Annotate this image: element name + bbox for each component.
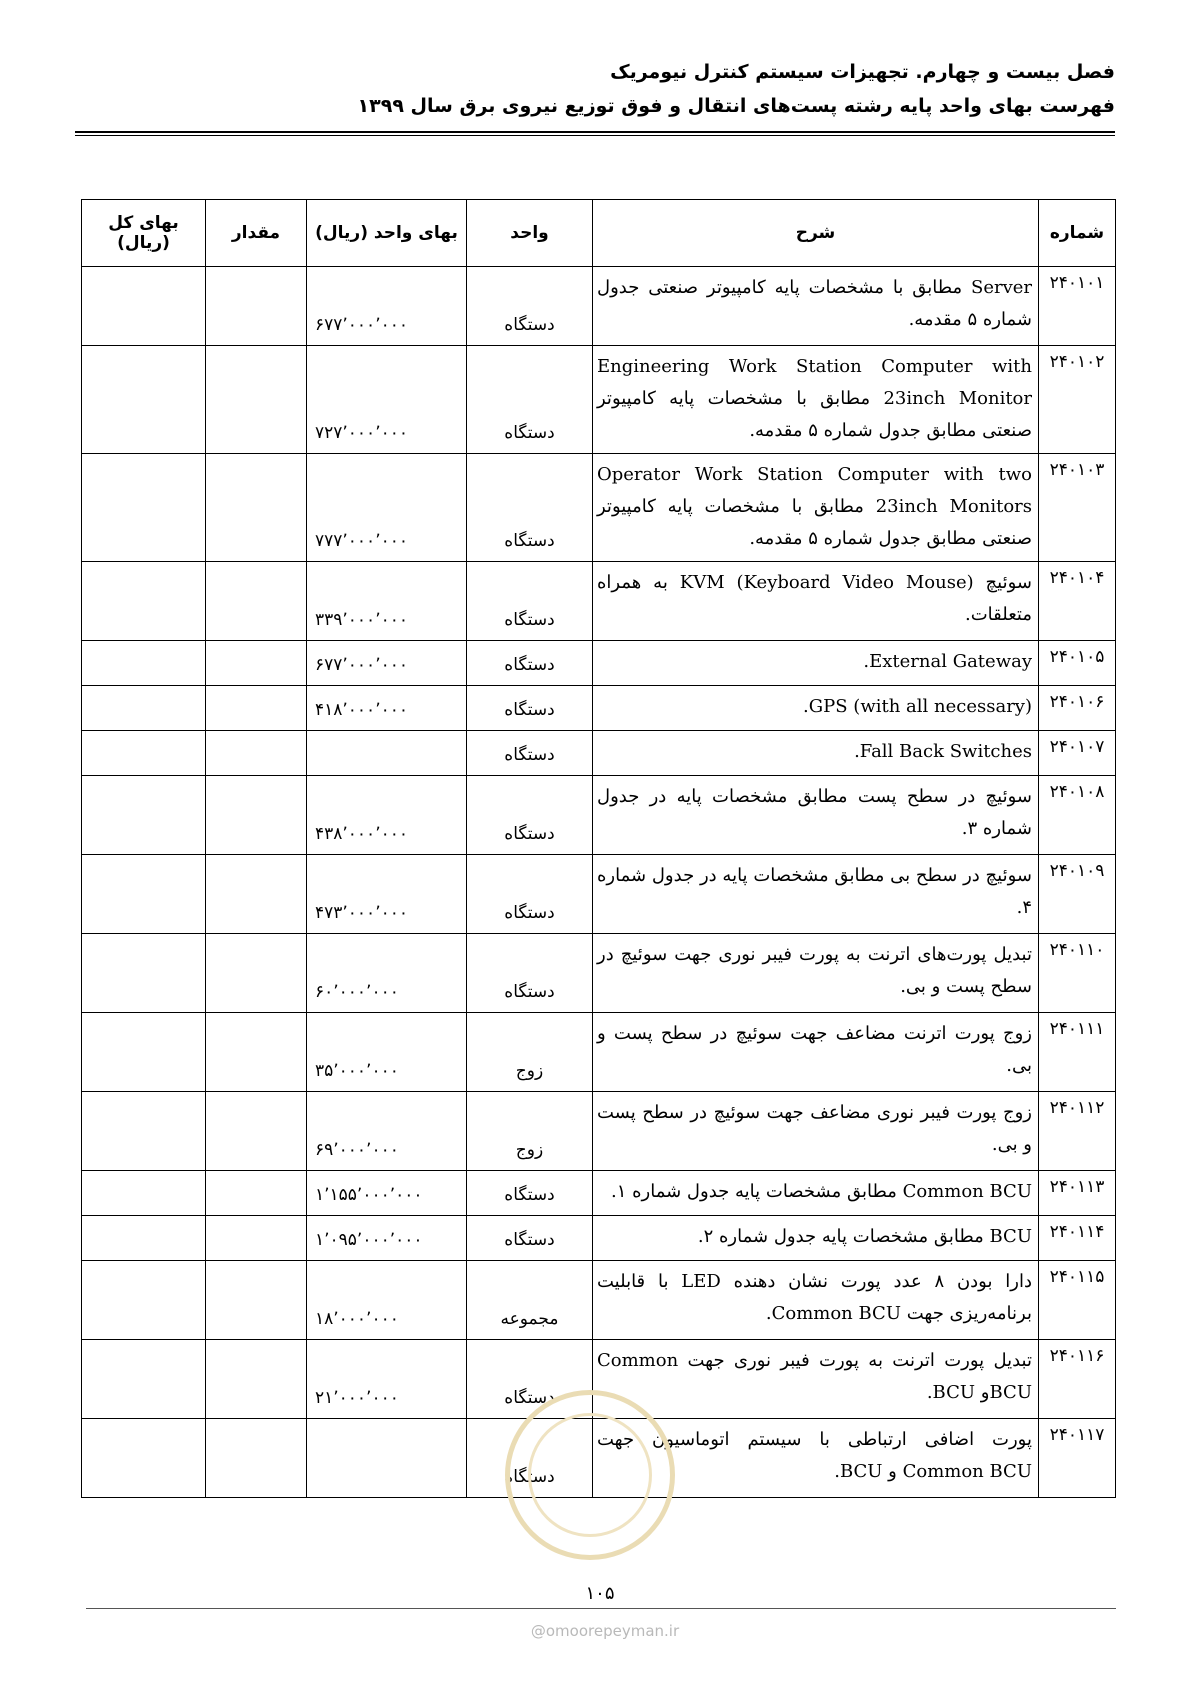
row-unit: دستگاه [467, 934, 593, 1013]
row-description: Common BCU مطابق مشخصات پایه جدول شماره ۱. [593, 1171, 1039, 1216]
row-description: External Gateway. [593, 641, 1039, 686]
row-quantity [206, 454, 307, 562]
row-unit: دستگاه [467, 1419, 593, 1498]
row-unit-price: ۳۵٬۰۰۰٬۰۰۰ [307, 1013, 467, 1092]
col-header-description: شرح [593, 200, 1039, 267]
row-unit-price: ۶۷۷٬۰۰۰٬۰۰۰ [307, 641, 467, 686]
row-unit-price: ۶۷۷٬۰۰۰٬۰۰۰ [307, 267, 467, 346]
row-quantity [206, 1171, 307, 1216]
table-header-row [82, 200, 1116, 267]
row-description: Server مطابق با مشخصات پایه کامپیوتر صنعتی جدول شماره ۵ مقدمه. [593, 267, 1039, 346]
table-row [82, 934, 1116, 1013]
row-total-price [82, 562, 206, 641]
table-row [82, 1216, 1116, 1261]
row-total-price [82, 1171, 206, 1216]
row-quantity [206, 562, 307, 641]
table-row [82, 641, 1116, 686]
chapter-title: فصل بیست و چهارم. تجهیزات سیستم کنترل نیومریک [610, 61, 1115, 83]
table-row [82, 454, 1116, 562]
row-total-price [82, 1340, 206, 1419]
row-number: ۲۴۰۱۰۵ [1039, 641, 1116, 686]
row-quantity [206, 641, 307, 686]
row-unit-price: ۷۷۷٬۰۰۰٬۰۰۰ [307, 454, 467, 562]
row-number: ۲۴۰۱۱۲ [1039, 1092, 1116, 1171]
row-unit: دستگاه [467, 346, 593, 454]
row-number: ۲۴۰۱۱۰ [1039, 934, 1116, 1013]
row-quantity [206, 731, 307, 776]
row-unit-price: ۲۱٬۰۰۰٬۰۰۰ [307, 1340, 467, 1419]
row-number: ۲۴۰۱۰۶ [1039, 686, 1116, 731]
row-number: ۲۴۰۱۱۷ [1039, 1419, 1116, 1498]
col-header-unit: واحد [467, 200, 593, 267]
row-total-price [82, 855, 206, 934]
row-quantity [206, 1419, 307, 1498]
col-header-unit-price: بهای واحد (ریال) [307, 200, 467, 267]
page-header [75, 58, 1115, 120]
col-header-number: شماره [1039, 200, 1116, 267]
table-row [82, 1171, 1116, 1216]
row-unit: زوج [467, 1013, 593, 1092]
row-description: تبدیل پورت‌های اترنت به پورت فیبر نوری جهت سوئیچ در سطح پست و بی. [593, 934, 1039, 1013]
row-unit-price: ۶۰٬۰۰۰٬۰۰۰ [307, 934, 467, 1013]
row-total-price [82, 1092, 206, 1171]
table-row [82, 346, 1116, 454]
col-header-total-price: بهای کل (ریال) [82, 200, 206, 267]
row-description: زوج پورت اترنت مضاعف جهت سوئیچ در سطح پست و بی. [593, 1013, 1039, 1092]
row-total-price [82, 267, 206, 346]
row-description: Operator Work Station Computer with two 23inch Monitors مطابق با مشخصات پایه کامپیوتر صنعتی مطابق جدول شماره ۵ مقدمه. [593, 454, 1039, 562]
row-description: زوج پورت فیبر نوری مضاعف جهت سوئیچ در سطح پست و بی. [593, 1092, 1039, 1171]
row-unit-price: ۱۸٬۰۰۰٬۰۰۰ [307, 1261, 467, 1340]
row-description: دارا بودن ۸ عدد پورت نشان دهنده LED با قابلیت برنامه‌ریزی جهت Common BCU. [593, 1261, 1039, 1340]
row-total-price [82, 1013, 206, 1092]
row-total-price [82, 1261, 206, 1340]
row-unit: دستگاه [467, 686, 593, 731]
row-unit-price [307, 1419, 467, 1498]
row-unit-price: ۷۲۷٬۰۰۰٬۰۰۰ [307, 346, 467, 454]
row-description: Fall Back Switches. [593, 731, 1039, 776]
row-total-price [82, 1419, 206, 1498]
row-description: تبدیل پورت اترنت به پورت فیبر نوری جهت Common BCUو BCU. [593, 1340, 1039, 1419]
row-unit: دستگاه [467, 1340, 593, 1419]
row-unit-price: ۱٬۱۵۵٬۰۰۰٬۰۰۰ [307, 1171, 467, 1216]
row-unit: دستگاه [467, 1171, 593, 1216]
row-number: ۲۴۰۱۰۷ [1039, 731, 1116, 776]
row-number: ۲۴۰۱۰۱ [1039, 267, 1116, 346]
row-total-price [82, 641, 206, 686]
table-row [82, 1261, 1116, 1340]
row-number: ۲۴۰۱۱۵ [1039, 1261, 1116, 1340]
table-row [82, 1092, 1116, 1171]
row-unit: دستگاه [467, 267, 593, 346]
row-total-price [82, 686, 206, 731]
table-row [82, 776, 1116, 855]
row-number: ۲۴۰۱۰۲ [1039, 346, 1116, 454]
row-number: ۲۴۰۱۱۴ [1039, 1216, 1116, 1261]
row-number: ۲۴۰۱۱۱ [1039, 1013, 1116, 1092]
header-rule-thin [75, 135, 1115, 136]
row-description: سوئیچ در سطح پست مطابق مشخصات پایه در جدول شماره ۳. [593, 776, 1039, 855]
table-row [82, 267, 1116, 346]
row-unit: دستگاه [467, 776, 593, 855]
row-unit-price [307, 731, 467, 776]
website-watermark: @omoorepeyman.ir [530, 1622, 680, 1640]
row-quantity [206, 1013, 307, 1092]
row-total-price [82, 934, 206, 1013]
row-quantity [206, 1261, 307, 1340]
table-row [82, 855, 1116, 934]
row-unit: دستگاه [467, 454, 593, 562]
row-description: Engineering Work Station Computer with 23inch Monitor مطابق با مشخصات پایه کامپیوتر صنعتی مطابق جدول شماره ۵ مقدمه. [593, 346, 1039, 454]
row-quantity [206, 855, 307, 934]
header-rule-thick [75, 131, 1115, 133]
row-description: سوئیچ KVM (Keyboard Video Mouse) به همراه متعلقات. [593, 562, 1039, 641]
row-quantity [206, 934, 307, 1013]
table-row [82, 1013, 1116, 1092]
row-unit-price: ۳۳۹٬۰۰۰٬۰۰۰ [307, 562, 467, 641]
row-quantity [206, 1216, 307, 1261]
row-quantity [206, 1340, 307, 1419]
row-unit: دستگاه [467, 1216, 593, 1261]
row-total-price [82, 346, 206, 454]
row-unit: دستگاه [467, 855, 593, 934]
row-quantity [206, 267, 307, 346]
page-number: ۱۰۵ [585, 1583, 615, 1604]
row-description: GPS (with all necessary). [593, 686, 1039, 731]
footer-rule [86, 1608, 1116, 1609]
row-total-price [82, 454, 206, 562]
row-unit-price: ۶۹٬۰۰۰٬۰۰۰ [307, 1092, 467, 1171]
table-row [82, 686, 1116, 731]
row-number: ۲۴۰۱۰۳ [1039, 454, 1116, 562]
table-row [82, 562, 1116, 641]
price-table [81, 199, 1116, 1498]
row-quantity [206, 346, 307, 454]
row-number: ۲۴۰۱۱۳ [1039, 1171, 1116, 1216]
col-header-quantity: مقدار [206, 200, 307, 267]
row-unit: مجموعه [467, 1261, 593, 1340]
row-unit: زوج [467, 1092, 593, 1171]
document-title: فهرست بهای واحد پایه رشته پست‌های انتقال و فوق توزیع نیروی برق سال ۱۳۹۹ [357, 95, 1115, 117]
row-total-price [82, 1216, 206, 1261]
row-unit-price: ۴۱۸٬۰۰۰٬۰۰۰ [307, 686, 467, 731]
table-row [82, 731, 1116, 776]
row-quantity [206, 1092, 307, 1171]
row-total-price [82, 731, 206, 776]
row-description: پورت اضافی ارتباطی با سیستم اتوماسیون جهت Common BCU و BCU. [593, 1419, 1039, 1498]
row-quantity [206, 776, 307, 855]
row-quantity [206, 686, 307, 731]
seal-icon [505, 1390, 675, 1560]
row-unit: دستگاه [467, 641, 593, 686]
row-description: سوئیچ در سطح بی مطابق مشخصات پایه در جدول شماره ۴. [593, 855, 1039, 934]
row-unit-price: ۴۷۳٬۰۰۰٬۰۰۰ [307, 855, 467, 934]
row-unit: دستگاه [467, 731, 593, 776]
row-description: BCU مطابق مشخصات پایه جدول شماره ۲. [593, 1216, 1039, 1261]
row-number: ۲۴۰۱۱۶ [1039, 1340, 1116, 1419]
row-unit-price: ۱٬۰۹۵٬۰۰۰٬۰۰۰ [307, 1216, 467, 1261]
row-number: ۲۴۰۱۰۴ [1039, 562, 1116, 641]
row-unit-price: ۴۳۸٬۰۰۰٬۰۰۰ [307, 776, 467, 855]
row-unit: دستگاه [467, 562, 593, 641]
row-number: ۲۴۰۱۰۸ [1039, 776, 1116, 855]
row-total-price [82, 776, 206, 855]
row-number: ۲۴۰۱۰۹ [1039, 855, 1116, 934]
